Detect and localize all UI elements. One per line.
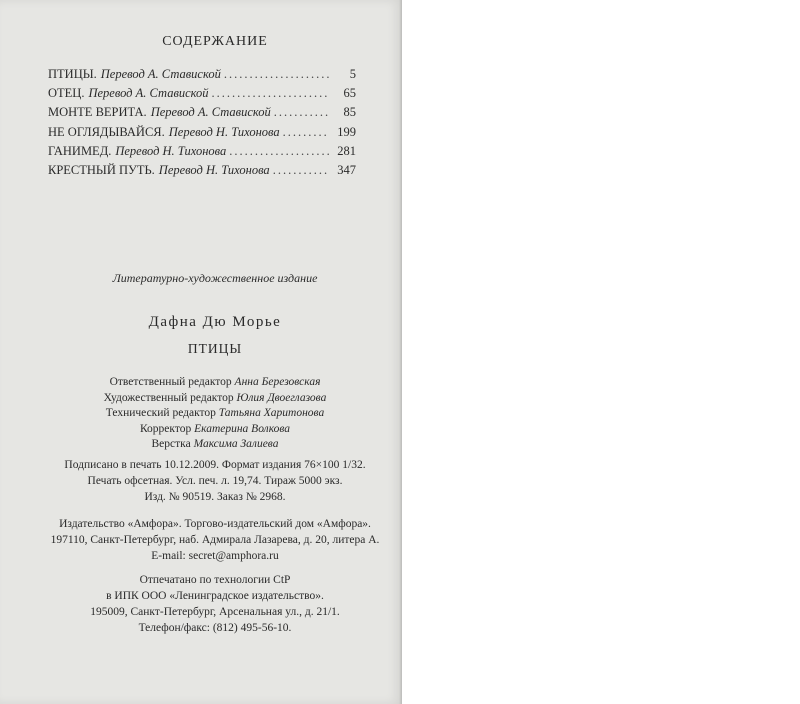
toc-leader-dots <box>229 144 329 159</box>
toc-entry-title: КРЕСТНЫЙ ПУТЬ. <box>48 162 155 177</box>
toc-leader-dots <box>274 105 329 120</box>
credit-line <box>0 391 430 407</box>
credit-name: Татьяна Харитонова <box>218 407 325 420</box>
blank-area <box>402 0 800 704</box>
toc-entry-translator: Перевод А. Ставиской <box>100 67 221 81</box>
print-info <box>0 457 430 505</box>
toc-entry-translator: Перевод Н. Тихонова <box>168 124 280 139</box>
author-name: Дафна Дю Морье <box>148 314 282 330</box>
toc-entry-translator: Перевод А. Ставиской <box>88 86 209 101</box>
table-of-contents <box>48 67 356 182</box>
printer-phone: Телефон/факс: (812) 495-56-10. <box>138 622 292 634</box>
toc-entry-translator: Перевод Н. Тихонова <box>158 162 270 177</box>
toc-entry-page: 5 <box>349 67 356 81</box>
toc-leader-dots <box>273 163 329 178</box>
print-info-line: Изд. № 90519. Заказ № 2968. <box>144 491 286 503</box>
printer-line: в ИПК ООО «Ленинградское издательство». <box>106 590 324 602</box>
toc-entry-title: ГАНИМЕД. <box>48 143 112 158</box>
credits-block <box>0 375 430 453</box>
toc-entry-title: ОТЕЦ. <box>48 86 85 101</box>
credit-name: Екатерина Волкова <box>194 422 291 435</box>
toc-entry-title: МОНТЕ ВЕРИТА. <box>48 105 147 120</box>
toc-entry-translator: Перевод Н. Тихонова <box>115 143 227 158</box>
toc-entry <box>48 163 356 182</box>
toc-entry-title: НЕ ОГЛЯДЫВАЙСЯ. <box>48 124 165 139</box>
credit-line <box>0 375 430 391</box>
toc-entry-translator: Перевод А. Ставиской <box>150 105 271 120</box>
printer-line: Отпечатано по технологии CtP <box>139 574 291 586</box>
credit-line <box>0 422 430 438</box>
toc-leader-dots <box>283 125 329 140</box>
credit-role: Ответственный редактор <box>109 376 232 388</box>
toc-entry-page: 85 <box>343 105 356 120</box>
credit-name: Анна Березовская <box>234 376 321 388</box>
printer-info <box>0 572 430 636</box>
toc-entry-page: 65 <box>343 86 356 101</box>
toc-entry <box>48 67 356 86</box>
toc-entry-title: ПТИЦЫ. <box>48 67 97 81</box>
credit-role: Художественный редактор <box>103 391 234 404</box>
publisher-line: 197110, Санкт-Петербург, наб. Адмирала Лазарева, д. 20, литера А. <box>50 534 380 546</box>
toc-heading: СОДЕРЖАНИЕ <box>162 34 268 49</box>
credit-line <box>0 406 430 422</box>
toc-entry-page: 347 <box>337 162 356 177</box>
book-title: ПТИЦЫ <box>187 341 243 356</box>
credit-role: Корректор <box>139 422 192 435</box>
credit-role: Верстка <box>151 438 191 451</box>
toc-entry <box>48 86 356 105</box>
credit-line <box>0 437 430 453</box>
publisher-line: Издательство «Амфора». Торгово-издательский дом «Амфора». <box>59 518 371 530</box>
printer-line: 195009, Санкт-Петербург, Арсенальная ул., д. 21/1. <box>90 606 340 618</box>
credit-name: Максима Залиева <box>193 438 279 451</box>
publisher-email: E-mail: secret@amphora.ru <box>151 550 279 562</box>
toc-entry <box>48 125 356 144</box>
print-info-line: Подписано в печать 10.12.2009. Формат издания 76×100 1/32. <box>64 459 366 471</box>
toc-leader-dots <box>224 67 329 82</box>
credit-name: Юлия Двоеглазова <box>236 391 327 404</box>
publisher-info <box>0 516 430 564</box>
credit-role: Технический редактор <box>105 407 216 420</box>
toc-entry <box>48 105 356 124</box>
toc-leader-dots <box>212 86 329 101</box>
toc-entry-page: 281 <box>337 143 356 158</box>
edition-type: Литературно-художественное издание <box>112 271 318 285</box>
toc-entry <box>48 144 356 163</box>
print-info-line: Печать офсетная. Усл. печ. л. 19,74. Тираж 5000 экз. <box>87 475 343 487</box>
toc-entry-page: 199 <box>337 124 356 139</box>
